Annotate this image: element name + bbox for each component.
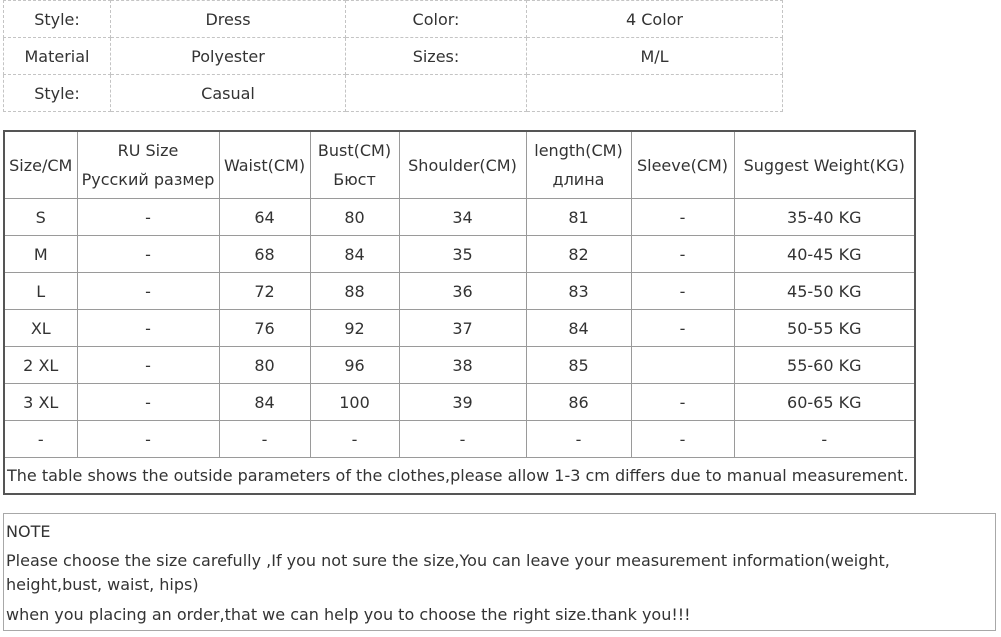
- length-cell: 83: [526, 273, 631, 310]
- info-label: Sizes:: [346, 38, 527, 75]
- size-chart-footnote: The table shows the outside parameters of the clothes,please allow 1-3 cm differs due to manual measurement.: [4, 458, 915, 495]
- table-row: [4, 1, 783, 38]
- table-row: [4, 384, 915, 421]
- info-value: Casual: [111, 75, 346, 112]
- ru-size-cell: -: [77, 421, 219, 458]
- info-value: Dress: [111, 1, 346, 38]
- bust-cell: 100: [310, 384, 399, 421]
- length-cell: 85: [526, 347, 631, 384]
- bust-cell: -: [310, 421, 399, 458]
- info-label: [346, 75, 527, 112]
- size-cell: 2 XL: [4, 347, 77, 384]
- size-cell: S: [4, 199, 77, 236]
- info-label: Style:: [4, 75, 111, 112]
- table-row: [4, 38, 783, 75]
- table-row: [4, 199, 915, 236]
- column-header: RU Size Русский размер: [77, 131, 219, 199]
- sleeve-cell: [631, 347, 734, 384]
- size-cell: M: [4, 236, 77, 273]
- note-title: NOTE: [6, 522, 51, 541]
- shoulder-cell: -: [399, 421, 526, 458]
- bust-cell: 96: [310, 347, 399, 384]
- weight-cell: 50-55 KG: [734, 310, 915, 347]
- shoulder-cell: 37: [399, 310, 526, 347]
- table-row: [4, 273, 915, 310]
- shoulder-cell: 35: [399, 236, 526, 273]
- waist-cell: 76: [219, 310, 310, 347]
- size-cell: XL: [4, 310, 77, 347]
- sleeve-cell: -: [631, 199, 734, 236]
- table-row: [4, 310, 915, 347]
- info-value: [527, 75, 783, 112]
- weight-cell: 60-65 KG: [734, 384, 915, 421]
- info-value: M/L: [527, 38, 783, 75]
- note-text: when you placing an order,that we can help you to choose the right size.thank you!!!: [6, 605, 691, 624]
- info-label: Style:: [4, 1, 111, 38]
- length-cell: 84: [526, 310, 631, 347]
- sleeve-cell: -: [631, 236, 734, 273]
- ru-size-cell: -: [77, 236, 219, 273]
- weight-cell: 40-45 KG: [734, 236, 915, 273]
- sleeve-cell: -: [631, 421, 734, 458]
- size-chart-table: [3, 130, 916, 495]
- length-cell: 82: [526, 236, 631, 273]
- ru-size-cell: -: [77, 199, 219, 236]
- waist-cell: 72: [219, 273, 310, 310]
- sleeve-cell: -: [631, 310, 734, 347]
- length-cell: -: [526, 421, 631, 458]
- waist-cell: 80: [219, 347, 310, 384]
- size-cell: L: [4, 273, 77, 310]
- bust-cell: 84: [310, 236, 399, 273]
- column-header: Size/CM: [4, 131, 77, 199]
- note-box: [3, 513, 996, 631]
- weight-cell: 35-40 KG: [734, 199, 915, 236]
- column-header: Suggest Weight(KG): [734, 131, 915, 199]
- size-cell: -: [4, 421, 77, 458]
- bust-cell: 88: [310, 273, 399, 310]
- size-chart-header-row: [4, 131, 915, 199]
- column-header: Shoulder(CM): [399, 131, 526, 199]
- info-label: Material: [4, 38, 111, 75]
- ru-size-cell: -: [77, 273, 219, 310]
- info-label: Color:: [346, 1, 527, 38]
- bust-cell: 92: [310, 310, 399, 347]
- product-info-table: [3, 0, 783, 112]
- waist-cell: 68: [219, 236, 310, 273]
- info-value: 4 Color: [527, 1, 783, 38]
- bust-cell: 80: [310, 199, 399, 236]
- column-header: Sleeve(CM): [631, 131, 734, 199]
- length-cell: 86: [526, 384, 631, 421]
- table-row: [4, 347, 915, 384]
- note-text: Please choose the size carefully ,If you not sure the size,You can leave your measurement information(weight, height,bust, waist, hips): [6, 551, 890, 594]
- ru-size-cell: -: [77, 310, 219, 347]
- ru-size-cell: -: [77, 384, 219, 421]
- weight-cell: 45-50 KG: [734, 273, 915, 310]
- column-header: Bust(CM) Бюст: [310, 131, 399, 199]
- shoulder-cell: 36: [399, 273, 526, 310]
- ru-size-cell: -: [77, 347, 219, 384]
- table-row: [4, 421, 915, 458]
- column-header: Waist(CM): [219, 131, 310, 199]
- shoulder-cell: 34: [399, 199, 526, 236]
- weight-cell: -: [734, 421, 915, 458]
- shoulder-cell: 38: [399, 347, 526, 384]
- table-row: [4, 458, 915, 495]
- waist-cell: 64: [219, 199, 310, 236]
- waist-cell: -: [219, 421, 310, 458]
- info-value: Polyester: [111, 38, 346, 75]
- length-cell: 81: [526, 199, 631, 236]
- sleeve-cell: -: [631, 273, 734, 310]
- weight-cell: 55-60 KG: [734, 347, 915, 384]
- shoulder-cell: 39: [399, 384, 526, 421]
- sleeve-cell: -: [631, 384, 734, 421]
- table-row: [4, 236, 915, 273]
- column-header: length(CM) длина: [526, 131, 631, 199]
- waist-cell: 84: [219, 384, 310, 421]
- size-cell: 3 XL: [4, 384, 77, 421]
- table-row: [4, 75, 783, 112]
